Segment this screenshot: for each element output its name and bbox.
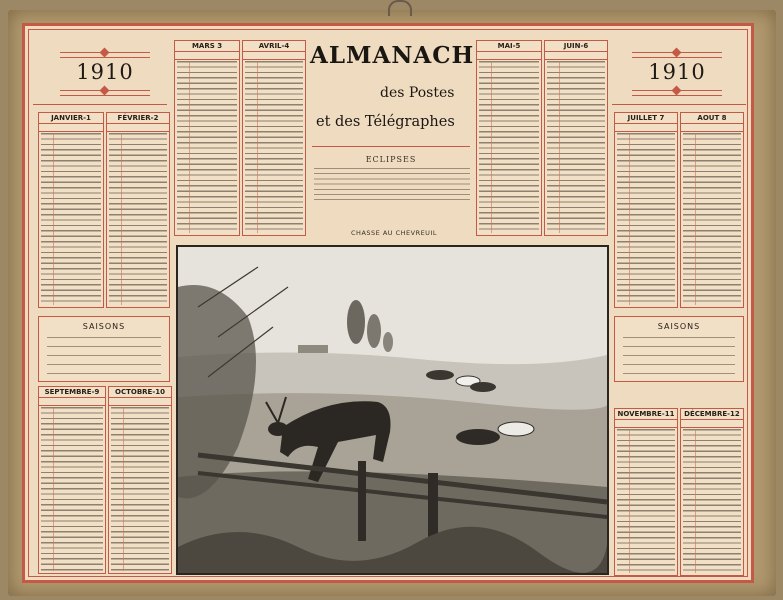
- days-list: [683, 133, 741, 305]
- year-flourish-left-bottom: [60, 90, 150, 96]
- seasons-left-box: [38, 316, 170, 382]
- hunting-engraving: [176, 245, 609, 575]
- seasons-right-text: [623, 337, 735, 375]
- month-september: [38, 386, 106, 574]
- month-name: JANVIER-1: [39, 113, 103, 124]
- month-subheader: [39, 398, 105, 406]
- month-subheader: [615, 124, 677, 132]
- divider-left-top: [33, 104, 167, 105]
- month-january: [38, 112, 104, 308]
- month-subheader: [681, 420, 743, 428]
- month-name: FÉVRIER-2: [107, 113, 169, 124]
- days-list: [41, 407, 103, 571]
- month-name: OCTOBRE-10: [109, 387, 171, 398]
- year-left: 1910: [76, 60, 134, 84]
- month-may: [476, 40, 542, 236]
- month-name: NOVEMBRE-11: [615, 409, 677, 420]
- days-list: [617, 133, 675, 305]
- hanging-hook: [388, 0, 412, 16]
- month-july: [614, 112, 678, 308]
- year-flourish-right-bottom: [632, 90, 722, 96]
- month-name: JUIN-6: [545, 41, 607, 52]
- days-list: [547, 61, 605, 233]
- month-november: [614, 408, 678, 576]
- month-march: [174, 40, 240, 236]
- divider-right-top: [612, 104, 746, 105]
- title-rule: [312, 146, 470, 147]
- engraving-illustration: [178, 247, 607, 573]
- month-december: [680, 408, 744, 576]
- month-october: [108, 386, 172, 574]
- month-name: MARS 3: [175, 41, 239, 52]
- almanac-subtitle-postes: des Postes: [380, 85, 455, 101]
- month-name: MAI-5: [477, 41, 541, 52]
- month-june: [544, 40, 608, 236]
- days-list: [683, 429, 741, 573]
- month-subheader: [175, 52, 239, 60]
- days-list: [177, 61, 237, 233]
- seasons-left-text: [47, 337, 161, 375]
- month-subheader: [39, 124, 103, 132]
- seasons-right-box: [614, 316, 744, 382]
- month-name: JUILLET 7: [615, 113, 677, 124]
- month-name: AVRIL-4: [243, 41, 305, 52]
- picture-caption: CHASSE AU CHEVREUIL: [351, 229, 437, 237]
- month-subheader: [477, 52, 541, 60]
- month-subheader: [107, 124, 169, 132]
- almanac-title: ALMANACH: [310, 42, 475, 69]
- month-subheader: [615, 420, 677, 428]
- days-list: [479, 61, 539, 233]
- days-list: [245, 61, 303, 233]
- days-list: [109, 133, 167, 305]
- month-august: [680, 112, 744, 308]
- month-subheader: [545, 52, 607, 60]
- days-list: [41, 133, 101, 305]
- month-subheader: [243, 52, 305, 60]
- seasons-left-heading: SAISONS: [82, 322, 126, 331]
- month-subheader: [681, 124, 743, 132]
- year-flourish-right-top: [632, 52, 722, 58]
- month-february: [106, 112, 170, 308]
- month-name: SEPTEMBRE-9: [39, 387, 105, 398]
- month-subheader: [109, 398, 171, 406]
- month-april: [242, 40, 306, 236]
- month-name: DÉCEMBRE-12: [681, 409, 743, 420]
- year-flourish-left-top: [60, 52, 150, 58]
- seasons-right-heading: SAISONS: [657, 322, 701, 331]
- days-list: [617, 429, 675, 573]
- days-list: [111, 407, 169, 571]
- almanac-subtitle-telegraphes: et des Télégraphes: [316, 114, 455, 130]
- year-right: 1910: [648, 60, 706, 84]
- eclipses-heading: ECLIPSES: [365, 155, 417, 164]
- eclipses-text-block: [314, 168, 470, 200]
- month-name: AOUT 8: [681, 113, 743, 124]
